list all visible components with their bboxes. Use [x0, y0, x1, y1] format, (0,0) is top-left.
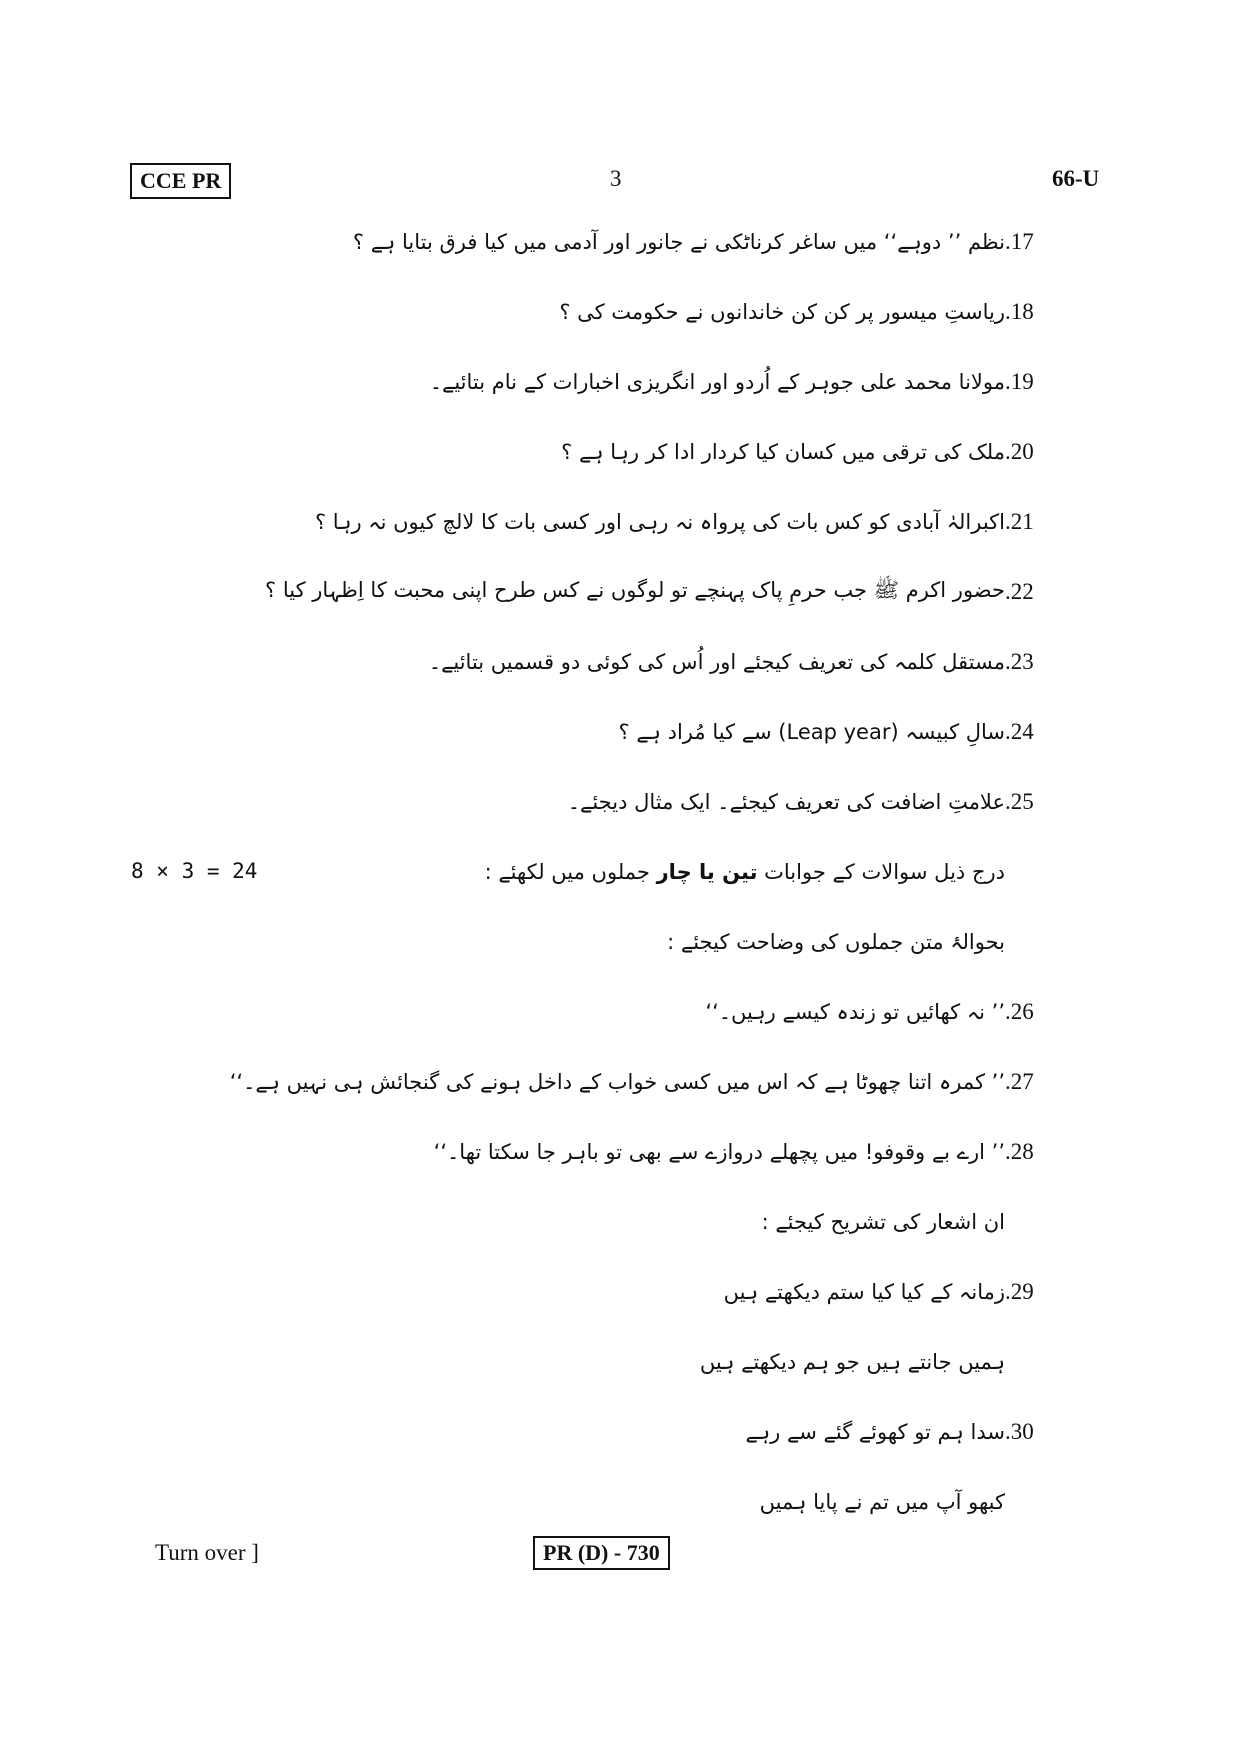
question-17: [353, 222, 1057, 262]
question-20: [561, 432, 1057, 472]
question-number: .22: [1005, 579, 1034, 604]
question-number: .20: [1005, 439, 1034, 464]
question-24: [619, 712, 1057, 752]
question-number: .26: [1005, 999, 1034, 1024]
verse-line: زمانہ کے کیا کیا ستم دیکھتے ہیں: [723, 1280, 1005, 1304]
question-text: ریاستِ میسور پر کن کن خاندانوں نے حکومت کی ؟: [559, 300, 1005, 324]
question-30: [746, 1412, 1057, 1452]
question-number: .25: [1005, 789, 1034, 814]
verse-line: کبھو آپ میں تم نے پایا ہمیں: [759, 1490, 1005, 1514]
question-25: [568, 782, 1057, 822]
question-text: سالِ کبیسہ (Leap year) سے کیا مُراد ہے ؟: [618, 720, 1005, 744]
question-text: ’’ ارے بے وقوفو! میں پچھلے دروازے سے بھی تو باہر جا سکتا تھا۔‘‘: [433, 1140, 1005, 1164]
question-number: .18: [1005, 299, 1034, 324]
verse-line: سدا ہم تو کھوئے گئے سے رہے: [745, 1420, 1005, 1444]
verse-line: ہمیں جانتے ہیں جو ہم دیکھتے ہیں: [699, 1350, 1005, 1374]
question-number: .27: [1005, 1069, 1034, 1094]
question-27: [230, 1062, 1057, 1102]
question-text: مستقل کلمہ کی تعریف کیجئے اور اُس کی کوئی دو قسمیں بتائیے۔: [428, 650, 1005, 674]
question-text: ’’ نہ کھائیں تو زندہ کیسے رہیں۔‘‘: [705, 1000, 1005, 1024]
question-18: [559, 292, 1057, 332]
instruction-before: درج ذیل سوالات کے جوابات: [764, 860, 1005, 884]
question-number: .24: [1005, 719, 1034, 744]
question-number: .29: [1005, 1279, 1034, 1304]
instruction-after: جملوں میں لکھئے :: [484, 860, 650, 884]
question-21: [315, 502, 1057, 542]
question-30-line-2: [760, 1482, 1057, 1522]
question-number: .28: [1005, 1139, 1034, 1164]
question-text: علامتِ اضافت کی تعریف کیجئے۔ ایک مثال دیجئے۔: [567, 790, 1005, 814]
poetry-instruction-text: ان اشعار کی تشریح کیجئے :: [761, 1210, 1005, 1234]
section-marks: 8 × 3 = 24: [131, 859, 258, 883]
question-number: .23: [1005, 649, 1034, 674]
question-text: ’’ کمرہ اتنا چھوٹا ہے کہ اس میں کسی خواب کے داخل ہونے کی گنجائش ہی نہیں ہے۔‘‘: [229, 1070, 1005, 1094]
question-number: .19: [1005, 369, 1034, 394]
question-number: .30: [1005, 1419, 1034, 1444]
question-text: اکبرالہٰ آبادی کو کس بات کی پرواہ نہ رہی اور کسی بات کا لالچ کیوں نہ رہا ؟: [314, 510, 1005, 534]
header-code-box: CCE PR: [130, 163, 231, 199]
question-text: نظم ’’ دوہے‘‘ میں ساغر کرناٹکی نے جانور اور آدمی میں کیا فرق بتایا ہے ؟: [352, 230, 1005, 254]
sub-instruction: [667, 922, 1057, 962]
turn-over-note: Turn over ]: [155, 1540, 259, 1565]
question-28: [434, 1132, 1057, 1172]
question-19: [430, 362, 1057, 402]
question-text: ملک کی ترقی میں کسان کیا کردار ادا کر رہا ہے ؟: [561, 440, 1005, 464]
question-26: [705, 992, 1057, 1032]
page-number: 3: [610, 166, 622, 191]
sub-instruction-text: بحوالۂ متن جملوں کی وضاحت کیجئے :: [667, 930, 1005, 954]
question-number: .17: [1005, 229, 1034, 254]
question-29-line-2: [700, 1342, 1057, 1382]
question-22: [265, 572, 1057, 612]
paper-code: 66-U: [1052, 166, 1100, 191]
question-23: [429, 642, 1057, 682]
section-instruction: [485, 852, 1057, 892]
question-text: مولانا محمد علی جوہر کے اُردو اور انگریزی اخبارات کے نام بتائیے۔: [429, 370, 1005, 394]
question-29: [724, 1272, 1057, 1312]
question-number: .21: [1005, 509, 1034, 534]
instruction-emphasis: تین یا چار: [656, 860, 758, 884]
footer-code-box: PR (D) - 730: [533, 1536, 670, 1570]
instruction-text: [485, 860, 1005, 884]
question-text: حضور اکرم ﷺ جب حرمِ پاک پہنچے تو لوگوں نے کس طرح اپنی محبت کا اِظہار کیا ؟: [265, 577, 1005, 602]
poetry-instruction: [762, 1202, 1057, 1242]
